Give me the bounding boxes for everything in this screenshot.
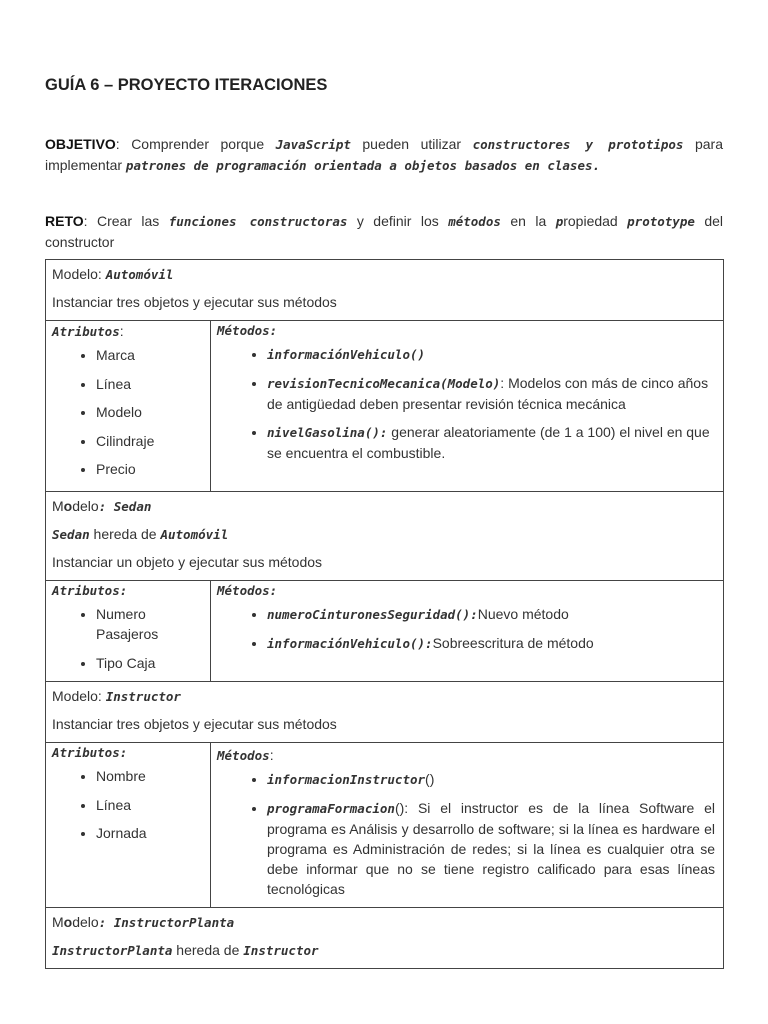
sedan-header-cell (46, 492, 724, 581)
list-item: • programaFormacion(): Si el instructor es de la línea Software el programa es Análisis y desarrollo de software; si la línea es hardware el programa es Administración de redes; si la línea es cualquier otra se debe informar que no se tiene registro calificado para esas líneas tecnológicas (267, 798, 715, 899)
modelo-name: Automóvil (105, 267, 174, 282)
list-item: • Numero Pasajeros (96, 604, 204, 644)
list-item: • Jornada (96, 823, 204, 843)
objetivo-code: patrones de programación orientada a objetos basados en clases. (125, 158, 601, 173)
reto-text: del constructor (45, 213, 724, 250)
instructor-planta-hereda-line: InstructorPlanta hereda de Instructor (52, 942, 319, 958)
list-item: • Marca (96, 345, 204, 365)
objetivo-paragraph (45, 134, 723, 176)
table-row (46, 492, 724, 581)
automovil-atributos-cell (46, 321, 211, 492)
table-row (46, 581, 724, 682)
modelo-label: Modelo: (52, 266, 106, 282)
metodos-header: Métodos: (217, 323, 278, 338)
list-item: • Modelo (96, 402, 204, 422)
automovil-instanciar: Instanciar tres objetos y ejecutar sus métodos (52, 294, 337, 310)
table-row (46, 321, 724, 492)
automovil-metodos-list (217, 344, 717, 463)
reto-text: ropiedad (563, 213, 628, 229)
models-table (45, 259, 724, 969)
sedan-atributos-list (52, 604, 204, 673)
instructor-metodos-list (217, 769, 717, 899)
table-row (46, 260, 724, 321)
list-item: • Cilindraje (96, 431, 204, 451)
list-item: • informaciónVehiculo():Sobreescritura de método (267, 633, 717, 654)
sedan-hereda-line: Sedan hereda de Automóvil (52, 526, 229, 542)
instructor-atributos-cell (46, 743, 211, 908)
reto-label: RETO (45, 213, 84, 229)
list-item: • informaciónVehiculo() (267, 344, 717, 365)
table-row (46, 743, 724, 908)
reto-text: en la (500, 213, 556, 229)
sedan-metodos-cell (211, 581, 724, 682)
list-item: • Línea (96, 795, 204, 815)
objetivo-code: JavaScript (275, 137, 351, 152)
metodos-header: Métodos: (217, 747, 274, 763)
automovil-atributos-list (52, 345, 204, 479)
list-item: • revisionTecnicoMecanica(Modelo): Modelos con más de cinco años de antigüedad deben presentar revisión técnica mecánica (267, 373, 717, 414)
reto-code: prototype (627, 214, 695, 229)
automovil-header-cell (46, 260, 724, 321)
automovil-metodos-cell (211, 321, 724, 492)
sedan-atributos-cell (46, 581, 211, 682)
objetivo-code: constructores y prototipos (472, 137, 684, 152)
reto-code: funciones constructoras (168, 214, 348, 229)
list-item: • Línea (96, 374, 204, 394)
objetivo-text: para implementar (45, 136, 723, 173)
reto-text: : Crear las (83, 213, 169, 229)
reto-paragraph (45, 211, 723, 253)
list-item: • nivelGasolina(): generar aleatoriamente (de 1 a 100) el nivel en que se encuentra el combustible. (267, 422, 717, 463)
instructor-planta-header-cell (46, 908, 724, 969)
reto-code: métodos (448, 214, 501, 229)
reto-code: p (555, 214, 564, 229)
metodos-header: Métodos: (217, 583, 278, 598)
instructor-header-cell (46, 682, 724, 743)
instructor-atributos-list (52, 766, 204, 843)
sedan-metodos-list (217, 604, 717, 654)
reto-text: y definir los (347, 213, 449, 229)
list-item: • Tipo Caja (96, 653, 204, 673)
atributos-header: Atributos: (52, 745, 128, 760)
page-title: GUÍA 6 – PROYECTO ITERACIONES (45, 76, 328, 94)
sedan-modelo-line: Modelo: Sedan (52, 498, 152, 514)
list-item: • numeroCinturonesSeguridad():Nuevo método (267, 604, 717, 625)
objetivo-text: pueden utilizar (350, 136, 473, 152)
instructor-planta-modelo-line: Modelo: InstructorPlanta (52, 914, 235, 930)
instructor-metodos-cell (211, 743, 724, 908)
table-row (46, 682, 724, 743)
atributos-header: Atributos: (52, 583, 128, 598)
list-item: • Nombre (96, 766, 204, 786)
automovil-modelo-line (52, 262, 717, 290)
sedan-instanciar: Instanciar un objeto y ejecutar sus métodos (52, 554, 323, 570)
table-row (46, 908, 724, 969)
atributos-header: Atributos: (52, 323, 124, 339)
instructor-instanciar: Instanciar tres objetos y ejecutar sus métodos (52, 716, 337, 732)
list-item: • informacionInstructor() (267, 769, 715, 790)
objetivo-label: OBJETIVO (45, 136, 116, 152)
objetivo-text: : Comprender porque (115, 136, 276, 152)
instructor-modelo-line: Modelo: Instructor (52, 688, 181, 704)
list-item: • Precio (96, 459, 204, 479)
